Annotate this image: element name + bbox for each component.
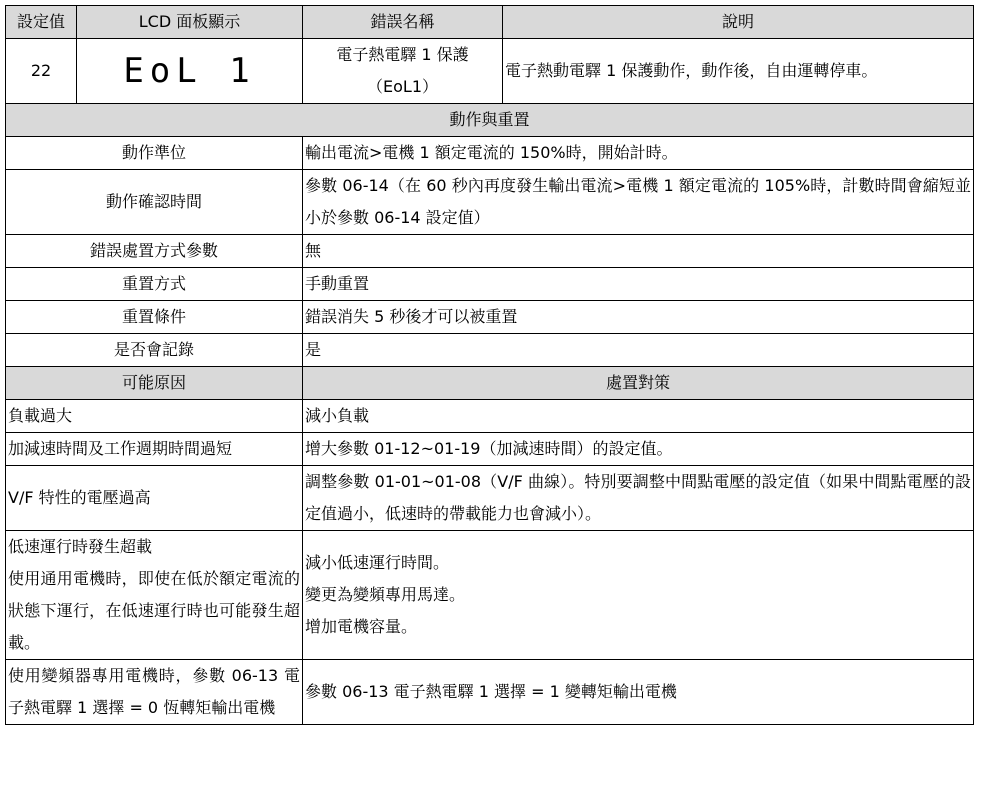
error-name (303, 39, 503, 104)
row-value: 參數 06-14（在 60 秒內再度發生輸出電流>電機 1 額定電流的 105%時，計數時間會縮短並小於參數 06-14 設定值） (303, 170, 974, 235)
cause-cell: 負載過大 (6, 400, 303, 433)
action-header: 處置對策 (303, 367, 974, 400)
row-value: 是 (303, 334, 974, 367)
row-label: 動作準位 (6, 137, 303, 170)
error-name-line2: （EoL1） (367, 77, 438, 96)
action-cell: 調整參數 01-01~01-08（V/F 曲線）。特別要調整中間點電壓的設定值（如果中間點電壓的設定值過小，低速時的帶載能力也會減小）。 (303, 466, 974, 531)
action-cell: 增大參數 01-12~01-19（加減速時間）的設定值。 (303, 433, 974, 466)
row-value: 輸出電流>電機 1 額定電流的 150%時，開始計時。 (303, 137, 974, 170)
table-row (6, 531, 974, 660)
cause-cell: 使用變頻器專用電機時，參數 06-13 電子熱電驛 1 選擇 = 0 恆轉矩輸出電機 (6, 660, 303, 725)
error-code: 22 (6, 39, 77, 104)
row-value: 錯誤消失 5 秒後才可以被重置 (303, 301, 974, 334)
error-name-line1: 電子熱電驛 1 保護 (336, 45, 469, 64)
row-label: 重置條件 (6, 301, 303, 334)
cause-cell (6, 531, 303, 660)
action-line: 變更為變頻專用馬達。 (305, 585, 466, 604)
header-row (6, 6, 974, 39)
section-action-title: 動作與重置 (6, 104, 974, 137)
table-row (6, 301, 974, 334)
action-line: 增加電機容量。 (305, 617, 418, 636)
cause-line: 使用通用電機時，即使在低於額定電流的狀態下運行，在低速運行時也可能發生超載。 (8, 569, 300, 652)
cause-cell: 加減速時間及工作週期時間過短 (6, 433, 303, 466)
table-row (6, 660, 974, 725)
row-label: 重置方式 (6, 268, 303, 301)
lcd-display: EoL 1 (77, 39, 303, 104)
row-value: 無 (303, 235, 974, 268)
cause-cell: V/F 特性的電壓過高 (6, 466, 303, 531)
table-row (6, 400, 974, 433)
row-label: 錯誤處置方式參數 (6, 235, 303, 268)
section-action-title-row (6, 104, 974, 137)
cause-header: 可能原因 (6, 367, 303, 400)
cause-line: 低速運行時發生超載 (8, 537, 153, 556)
table-row (6, 268, 974, 301)
description-header: 說明 (503, 6, 974, 39)
row-value: 手動重置 (303, 268, 974, 301)
lcd-header: LCD 面板顯示 (77, 6, 303, 39)
error-name-header: 錯誤名稱 (303, 6, 503, 39)
table-row (6, 170, 974, 235)
error-row (6, 39, 974, 104)
table-row (6, 137, 974, 170)
setting-header: 設定值 (6, 6, 77, 39)
action-cell: 減小負載 (303, 400, 974, 433)
error-info-table (5, 5, 974, 725)
table-row (6, 433, 974, 466)
table-row (6, 334, 974, 367)
causes-header-row (6, 367, 974, 400)
action-line: 減小低速運行時間。 (305, 553, 450, 572)
action-cell (303, 531, 974, 660)
action-cell: 參數 06-13 電子熱電驛 1 選擇 = 1 變轉矩輸出電機 (303, 660, 974, 725)
table-row (6, 466, 974, 531)
row-label: 動作確認時間 (6, 170, 303, 235)
error-description: 電子熱動電驛 1 保護動作，動作後，自由運轉停車。 (503, 39, 974, 104)
row-label: 是否會記錄 (6, 334, 303, 367)
table-row (6, 235, 974, 268)
